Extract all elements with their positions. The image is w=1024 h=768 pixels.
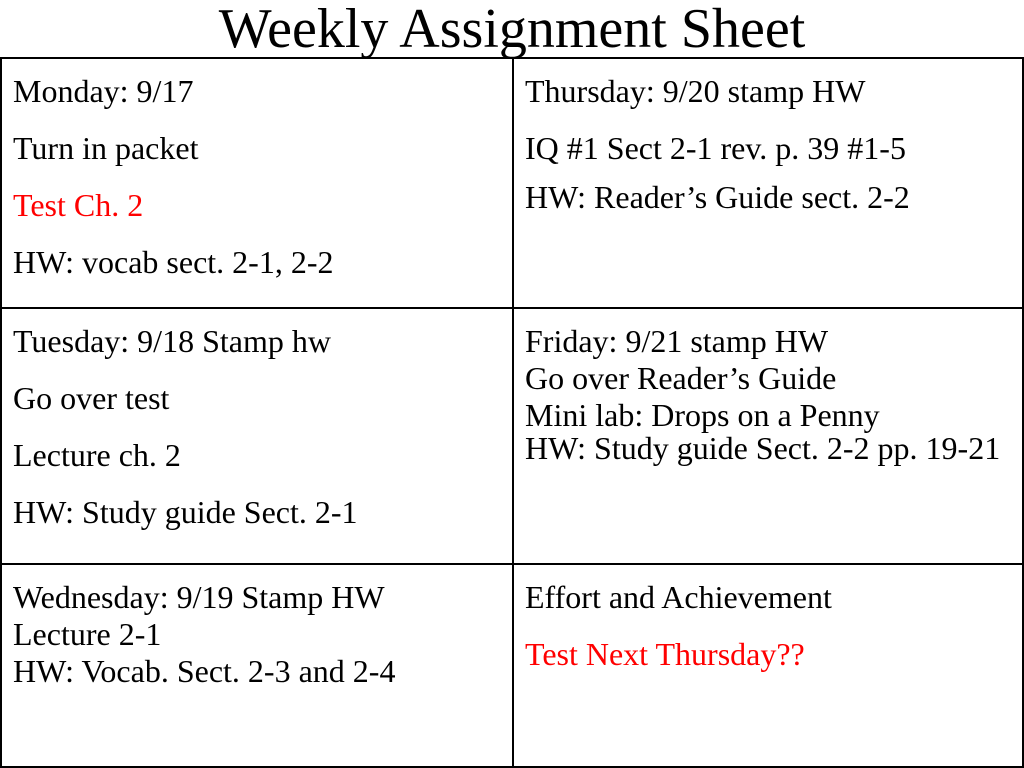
next-test-note: Test Next Thursday?? [525,636,805,672]
page-title: Weekly Assignment Sheet [218,0,806,60]
friday-heading: Friday: 9/21 stamp HW [525,323,829,359]
monday-cell [2,59,514,309]
friday-cell [514,309,1022,565]
friday-item: Go over Reader’s Guide [525,360,837,396]
friday-item: Mini lab: Drops on a Penny [525,397,880,433]
tuesday-cell [2,309,514,565]
wednesday-heading: Wednesday: 9/19 Stamp HW [13,579,385,615]
tuesday-homework: HW: Study guide Sect. 2-1 [13,494,358,530]
wednesday-cell [2,565,514,766]
effort-cell [514,565,1022,766]
tuesday-item: Lecture ch. 2 [13,437,181,473]
effort-heading: Effort and Achievement [525,579,832,615]
tuesday-heading: Tuesday: 9/18 Stamp hw [13,323,331,359]
assignment-table [0,57,1024,768]
monday-heading: Monday: 9/17 [13,73,194,109]
wednesday-item: Lecture 2-1 [13,616,162,652]
thursday-item: IQ #1 Sect 2-1 rev. p. 39 #1-5 [525,130,906,166]
thursday-cell [514,59,1022,309]
friday-homework: HW: Study guide Sect. 2-2 pp. 19-21 [525,430,1001,466]
wednesday-homework: HW: Vocab. Sect. 2-3 and 2-4 [13,653,396,689]
thursday-homework: HW: Reader’s Guide sect. 2-2 [525,179,910,215]
tuesday-item: Go over test [13,380,170,416]
monday-test-item: Test Ch. 2 [13,187,144,223]
monday-item: Turn in packet [13,130,199,166]
thursday-heading: Thursday: 9/20 stamp HW [525,73,866,109]
monday-homework: HW: vocab sect. 2-1, 2-2 [13,244,334,280]
